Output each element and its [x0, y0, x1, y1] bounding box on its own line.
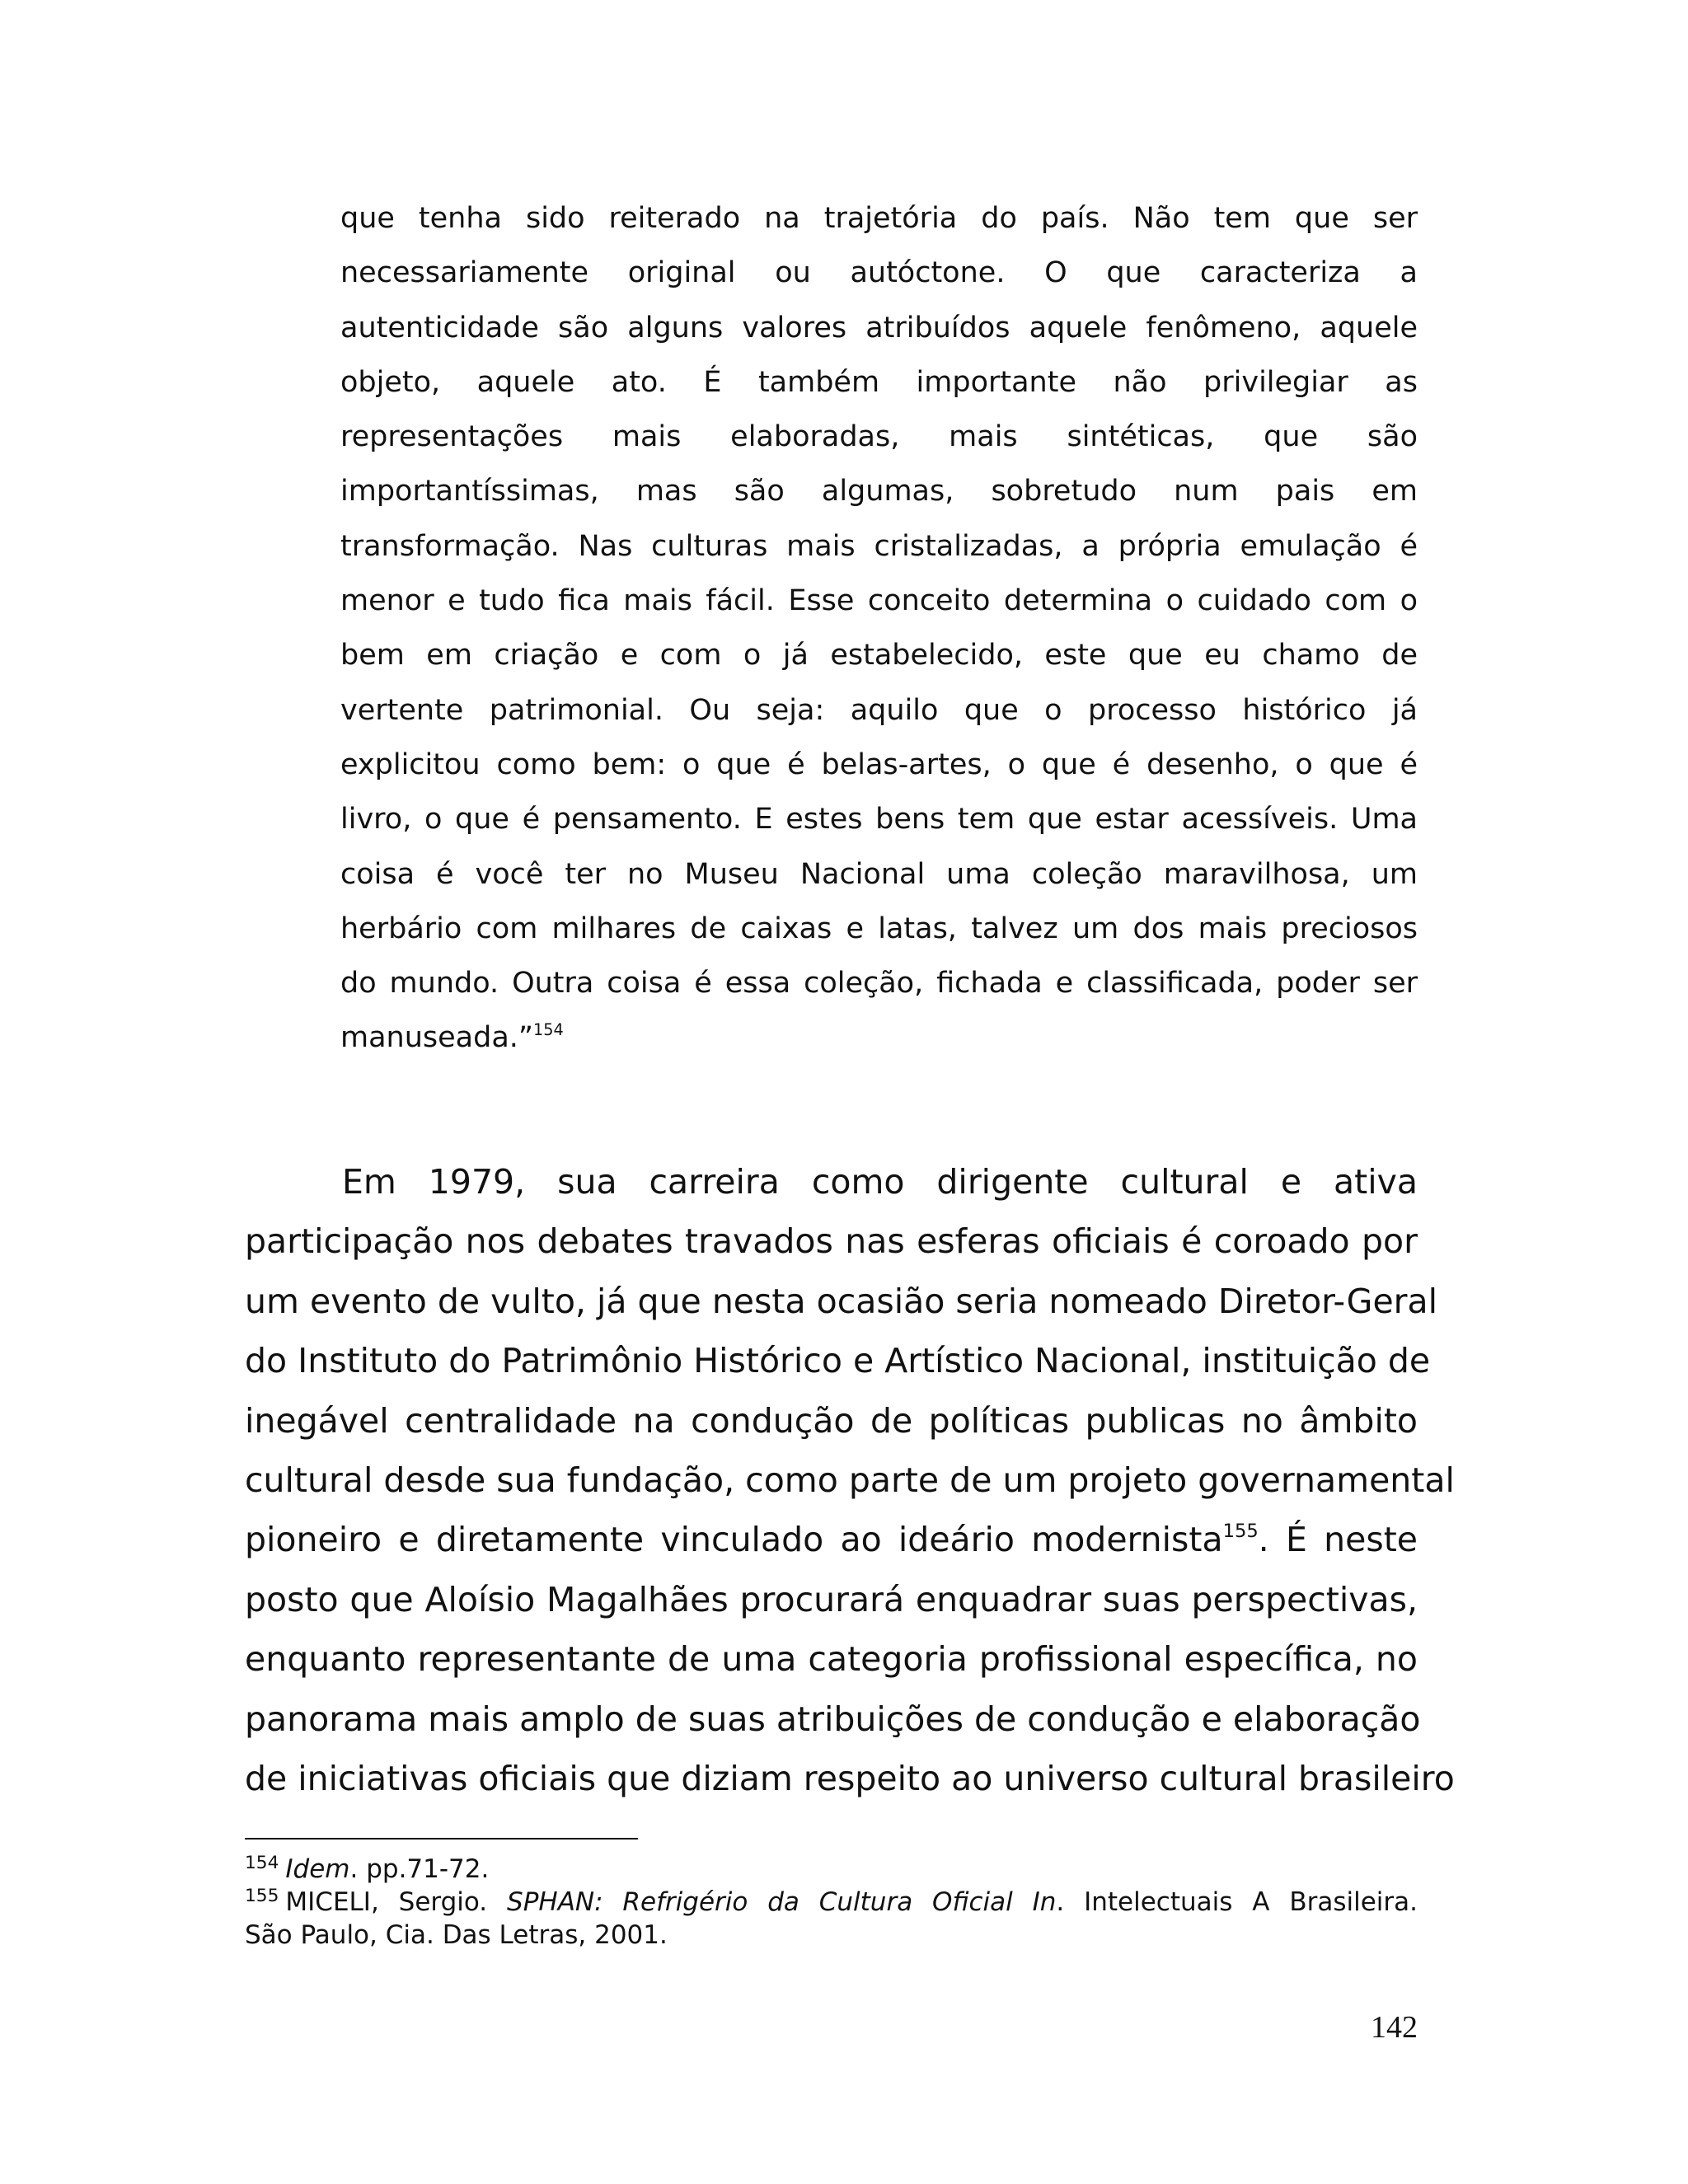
quote-line: que tenha sido reiterado na trajetória do país. Não tem que ser	[340, 202, 1418, 235]
footnotes	[245, 1854, 1418, 1951]
footnote-italic: Idem	[285, 1854, 350, 1884]
paragraph-line: participação nos debates travados nas esferas oficiais é coroado por	[245, 1221, 1418, 1262]
quote-line: menor e tudo fica mais fácil. Esse conceito determina o cuidado com o	[340, 584, 1418, 618]
quote-line: transformação. Nas culturas mais cristalizadas, a própria emulação é	[340, 529, 1418, 563]
footnote-italic: SPHAN: Refrigério da Cultura Oficial In	[507, 1887, 1057, 1917]
paragraph-line: inegável centralidade na condução de políticas publicas no âmbito	[245, 1400, 1418, 1441]
quote-last-line	[340, 1010, 1418, 1065]
quote-line: vertente patrimonial. Ou seja: aquilo que o processo histórico já	[340, 693, 1418, 727]
footnote-line: São Paulo, Cia. Das Letras, 2001.	[245, 1920, 668, 1950]
paragraph-line: enquanto representante de uma categoria profissional específica, no	[245, 1639, 1418, 1680]
footnote-text: . pp.71-72.	[349, 1854, 490, 1884]
paragraph-first-line: Em 1979, sua carreira como dirigente cultural e ativa	[342, 1162, 1418, 1202]
footnote-text: . Intelectuais A Brasileira.	[1056, 1887, 1418, 1917]
page-number: 142	[1371, 2010, 1418, 2045]
quote-last-line-text: manuseada.”	[340, 1021, 534, 1055]
quote-line: do mundo. Outra coisa é essa coleção, fichada e classificada, poder ser	[340, 967, 1418, 1001]
quote-line: explicitou como bem: o que é belas-artes, o que é desenho, o que é	[340, 748, 1418, 781]
footnote-ref-154[interactable]: 154	[533, 1020, 564, 1040]
paragraph-line: cultural desde sua fundação, como parte de um projeto governamental	[245, 1460, 1455, 1500]
footnote-line	[245, 1887, 1418, 1920]
footnote-author: MICELI, Sergio.	[285, 1887, 508, 1917]
paragraph-line: de iniciativas oficiais que diziam respeito ao universo cultural brasileiro	[245, 1758, 1455, 1798]
footnote-154	[245, 1854, 1418, 1887]
quote-line: livro, o que é pensamento. E estes bens tem que estar acessíveis. Uma	[340, 803, 1418, 837]
footnote-155	[245, 1887, 1418, 1951]
quote-line: necessariamente original ou autóctone. O que caracteriza a	[340, 256, 1418, 290]
footnote-line	[245, 1854, 1418, 1887]
body-paragraph	[245, 1152, 1455, 1808]
block-quote	[340, 191, 1418, 1066]
paragraph-line: posto que Aloísio Magalhães procurará enquadrar suas perspectivas,	[245, 1579, 1418, 1619]
paragraph-line-text: pioneiro e diretamente vinculado ao ideário modernista	[245, 1520, 1223, 1560]
footnote-number: 154	[245, 1853, 279, 1874]
paragraph-line: panorama mais amplo de suas atribuições de condução e elaboração	[245, 1699, 1421, 1739]
quote-line: objeto, aquele ato. É também importante não privilegiar as	[340, 365, 1418, 399]
paragraph-line-with-ref	[245, 1510, 1418, 1569]
quote-line: importantíssimas, mas são algumas, sobretudo num pais em	[340, 475, 1418, 509]
quote-line: bem em criação e com o já estabelecido, este que eu chamo de	[340, 639, 1418, 673]
footnote-ref-155[interactable]: 155	[1222, 1521, 1259, 1543]
quote-line: herbário com milhares de caixas e latas, talvez um dos mais preciosos	[340, 912, 1418, 945]
paragraph-line-text: . É neste	[1258, 1520, 1418, 1560]
footnote-divider	[245, 1838, 638, 1840]
paragraph-line: um evento de vulto, já que nesta ocasião seria nomeado Diretor-Geral	[245, 1281, 1438, 1321]
quote-line: coisa é você ter no Museu Nacional uma coleção maravilhosa, um	[340, 857, 1418, 891]
footnote-number: 155	[245, 1886, 279, 1907]
quote-line: representações mais elaboradas, mais sintéticas, que são	[340, 420, 1418, 454]
paragraph-line: do Instituto do Patrimônio Histórico e Artístico Nacional, instituição de	[245, 1341, 1431, 1381]
quote-line: autenticidade são alguns valores atribuídos aquele fenômeno, aquele	[340, 311, 1418, 344]
